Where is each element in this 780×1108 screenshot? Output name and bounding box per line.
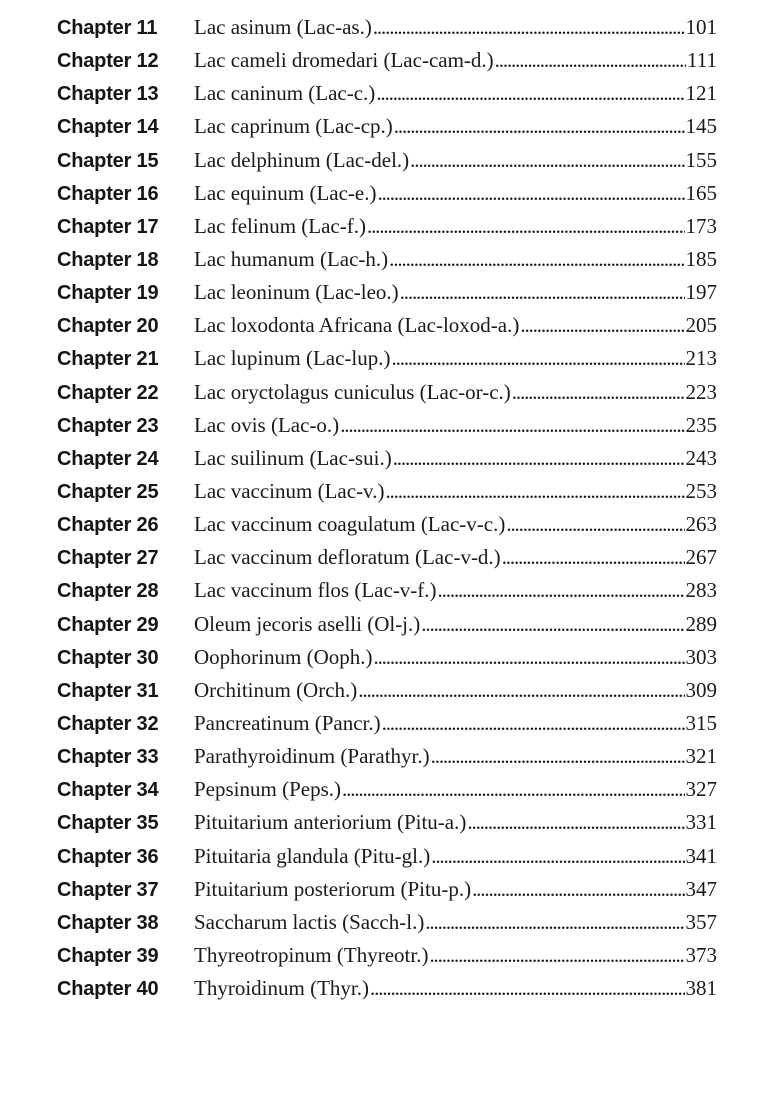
dot-leader	[425, 910, 684, 935]
chapter-number: Chapter 13	[57, 83, 159, 106]
chapter-number: Chapter 19	[57, 282, 159, 305]
chapter-title: Pituitarium anteriorium (Pitu-a.)	[194, 810, 467, 835]
chapter-number: Chapter 37	[57, 878, 159, 901]
page-number: 223	[685, 379, 717, 404]
page-number: 155	[685, 147, 717, 172]
toc-entry[interactable]	[57, 114, 717, 147]
chapter-title: Oophorinum (Ooph.)	[194, 644, 373, 669]
dot-leader	[431, 844, 684, 869]
page-number: 357	[685, 909, 717, 934]
chapter-number: Chapter 15	[57, 149, 159, 172]
page-number: 111	[687, 48, 717, 73]
chapter-number: Chapter 40	[57, 978, 159, 1001]
chapter-title: Lac equinum (Lac-e.)	[194, 180, 377, 205]
chapter-title: Lac vaccinum defloratum (Lac-v-d.)	[194, 545, 501, 570]
page-number: 235	[685, 412, 717, 437]
page-number: 101	[685, 15, 717, 39]
dot-leader	[394, 114, 685, 139]
chapter-number: Chapter 28	[57, 580, 159, 603]
toc-entry[interactable]	[57, 943, 717, 976]
toc-entry[interactable]	[57, 844, 717, 877]
chapter-number: Chapter 30	[57, 646, 159, 669]
dot-leader	[429, 943, 684, 968]
toc-entry[interactable]	[57, 413, 717, 446]
chapter-title: Lac loxodonta Africana (Lac-loxod-a.)	[194, 313, 520, 338]
chapter-title: Lac ovis (Lac-o.)	[194, 412, 340, 437]
page-number: 289	[685, 611, 717, 636]
chapter-number: Chapter 21	[57, 348, 159, 371]
toc-entry[interactable]	[57, 48, 717, 81]
toc-entry[interactable]	[57, 777, 717, 810]
page-number: 145	[685, 114, 717, 139]
dot-leader	[421, 612, 684, 637]
chapter-title: Thyroidinum (Thyr.)	[194, 976, 369, 1001]
dot-leader	[495, 48, 686, 73]
chapter-title: Lac oryctolagus cuniculus (Lac-or-c.)	[194, 379, 511, 404]
toc-entry[interactable]	[57, 910, 717, 943]
page-number: 381	[685, 976, 717, 1001]
dot-leader	[342, 777, 685, 802]
page-number: 315	[685, 710, 717, 735]
chapter-number: Chapter 38	[57, 911, 159, 934]
chapter-title: Lac vaccinum coagulatum (Lac-v-c.)	[194, 512, 506, 537]
page-number: 327	[685, 777, 717, 802]
dot-leader	[382, 711, 685, 736]
dot-leader	[400, 280, 685, 305]
chapter-number: Chapter 32	[57, 712, 159, 735]
chapter-title: Lac vaccinum (Lac-v.)	[194, 478, 385, 503]
chapter-title: Lac humanum (Lac-h.)	[194, 246, 389, 271]
toc-entry[interactable]	[57, 744, 717, 777]
chapter-title: Lac delphinum (Lac-del.)	[194, 147, 410, 172]
chapter-number: Chapter 17	[57, 215, 159, 238]
chapter-number: Chapter 14	[57, 116, 159, 139]
toc-entry[interactable]	[57, 545, 717, 578]
chapter-number: Chapter 23	[57, 414, 159, 437]
page-number: 213	[685, 346, 717, 371]
chapter-title: Orchitinum (Orch.)	[194, 677, 358, 702]
toc-entry[interactable]	[57, 678, 717, 711]
chapter-number: Chapter 25	[57, 480, 159, 503]
toc-entry[interactable]	[57, 578, 717, 611]
dot-leader	[389, 247, 684, 272]
chapter-title: Lac felinum (Lac-f.)	[194, 213, 366, 238]
dot-leader	[393, 446, 685, 471]
chapter-title: Lac lupinum (Lac-lup.)	[194, 346, 391, 371]
toc-entry[interactable]	[57, 976, 717, 1009]
chapter-title: Pituitaria glandula (Pitu-gl.)	[194, 843, 431, 868]
toc-entry[interactable]	[57, 148, 717, 181]
page-number: 321	[685, 744, 717, 769]
page-number: 197	[685, 280, 717, 305]
chapter-title: Lac cameli dromedari (Lac-cam-d.)	[194, 48, 494, 73]
dot-leader	[373, 645, 684, 670]
table-of-contents	[57, 15, 717, 1009]
chapter-number: Chapter 29	[57, 613, 159, 636]
toc-entry[interactable]	[57, 380, 717, 413]
dot-leader	[472, 877, 684, 902]
dot-leader	[367, 214, 685, 239]
dot-leader	[370, 976, 685, 1001]
toc-entry[interactable]	[57, 612, 717, 645]
chapter-number: Chapter 33	[57, 746, 159, 769]
dot-leader	[373, 15, 685, 40]
page-number: 309	[685, 677, 717, 702]
dot-leader	[377, 181, 684, 206]
dot-leader	[512, 380, 685, 405]
dot-leader	[410, 148, 684, 173]
chapter-title: Pituitarium posteriorum (Pitu-p.)	[194, 876, 472, 901]
page-number: 283	[685, 578, 717, 603]
chapter-title: Oleum jecoris aselli (Ol-j.)	[194, 611, 421, 636]
page-number: 165	[685, 180, 717, 205]
dot-leader	[520, 313, 684, 338]
toc-entry[interactable]	[57, 645, 717, 678]
page-number: 267	[685, 545, 717, 570]
dot-leader	[385, 479, 684, 504]
chapter-number: Chapter 27	[57, 547, 159, 570]
page-number: 243	[685, 445, 717, 470]
toc-entry[interactable]	[57, 214, 717, 247]
toc-entry[interactable]	[57, 81, 717, 114]
page-number: 303	[685, 644, 717, 669]
chapter-number: Chapter 12	[57, 50, 159, 73]
dot-leader	[358, 678, 684, 703]
chapter-title: Parathyroidinum (Parathyr.)	[194, 744, 430, 769]
page-number: 263	[685, 512, 717, 537]
page-number: 185	[685, 246, 717, 271]
toc-entry[interactable]	[57, 711, 717, 744]
chapter-title: Lac asinum (Lac-as.)	[194, 15, 372, 39]
toc-entry[interactable]	[57, 512, 717, 545]
page-number: 373	[685, 942, 717, 967]
chapter-title: Lac caninum (Lac-c.)	[194, 81, 376, 106]
dot-leader	[376, 81, 684, 106]
toc-entry[interactable]	[57, 810, 717, 843]
page-number: 173	[685, 213, 717, 238]
chapter-number: Chapter 35	[57, 812, 159, 835]
chapter-number: Chapter 36	[57, 845, 159, 868]
chapter-number: Chapter 24	[57, 447, 159, 470]
page-number: 205	[685, 313, 717, 338]
toc-entry[interactable]	[57, 479, 717, 512]
page-number: 121	[685, 81, 717, 106]
page-number: 341	[685, 843, 717, 868]
chapter-title: Lac suilinum (Lac-sui.)	[194, 445, 392, 470]
chapter-number: Chapter 11	[57, 17, 158, 39]
dot-leader	[340, 413, 684, 438]
dot-leader	[467, 810, 684, 835]
chapter-number: Chapter 39	[57, 944, 159, 967]
chapter-title: Lac leoninum (Lac-leo.)	[194, 280, 399, 305]
chapter-title: Lac caprinum (Lac-cp.)	[194, 114, 393, 139]
toc-entry[interactable]	[57, 181, 717, 214]
chapter-number: Chapter 16	[57, 182, 159, 205]
dot-leader	[431, 744, 685, 769]
toc-entry[interactable]	[57, 313, 717, 346]
page-number: 347	[685, 876, 717, 901]
chapter-number: Chapter 31	[57, 679, 159, 702]
chapter-number: Chapter 20	[57, 315, 159, 338]
chapter-title: Lac vaccinum flos (Lac-v-f.)	[194, 578, 437, 603]
toc-entry[interactable]	[57, 877, 717, 910]
chapter-title: Pancreatinum (Pancr.)	[194, 710, 381, 735]
toc-entry[interactable]	[57, 280, 717, 313]
dot-leader	[506, 512, 684, 537]
toc-entry[interactable]	[57, 247, 717, 280]
chapter-number: Chapter 26	[57, 514, 159, 537]
page-number: 331	[685, 810, 717, 835]
dot-leader	[392, 346, 685, 371]
chapter-title: Saccharum lactis (Sacch-l.)	[194, 909, 425, 934]
toc-entry[interactable]	[57, 346, 717, 379]
chapter-number: Chapter 22	[57, 381, 159, 404]
chapter-number: Chapter 18	[57, 248, 159, 271]
page-number: 253	[685, 478, 717, 503]
dot-leader	[438, 578, 685, 603]
chapter-number: Chapter 34	[57, 779, 159, 802]
chapter-title: Thyreotropinum (Thyreotr.)	[194, 942, 429, 967]
toc-entry[interactable]	[57, 15, 717, 48]
dot-leader	[502, 545, 685, 570]
toc-entry[interactable]	[57, 446, 717, 479]
chapter-title: Pepsinum (Peps.)	[194, 777, 341, 802]
